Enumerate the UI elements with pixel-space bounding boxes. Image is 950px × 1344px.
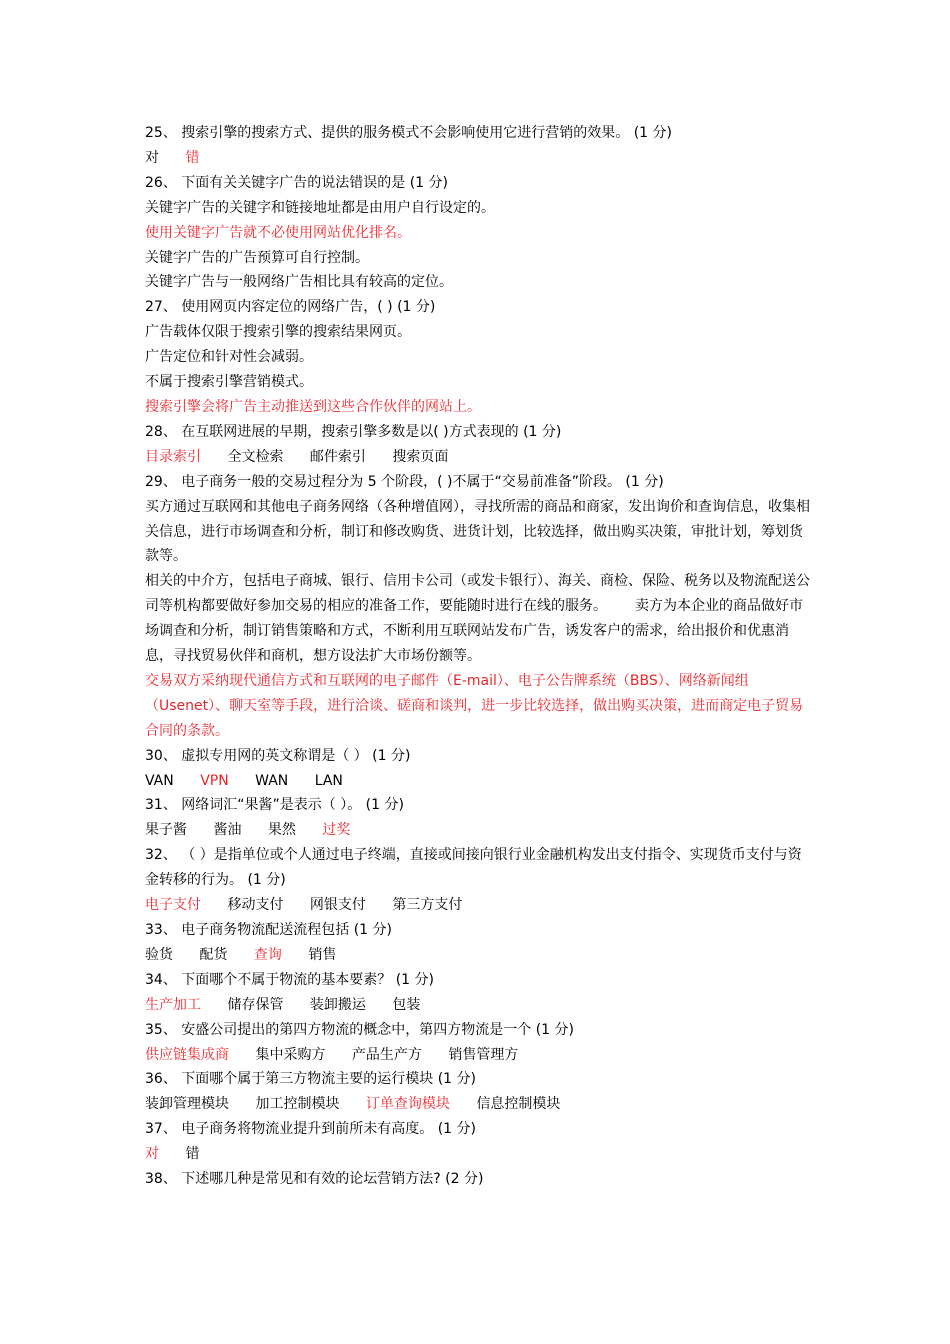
option: 装卸搬运	[309, 996, 366, 1013]
option: 关键字广告的广告预算可自行控制。	[145, 249, 369, 266]
answers-30	[145, 769, 810, 794]
option: 关键字广告的关键字和链接地址都是由用户自行设定的。	[145, 199, 495, 216]
option: 装卸管理模块	[145, 1096, 229, 1113]
option-correct: 对	[145, 1146, 159, 1163]
option: 酱油	[213, 822, 242, 839]
question-32: 32、 （ ）是指单位或个人通过电子终端，直接或间接向银行业金融机构发出支付指令、实现货币支付与资金转移的行为。 (1 分)	[145, 847, 802, 889]
option-correct: VPN	[200, 772, 229, 789]
option: 果子酱	[145, 822, 187, 839]
option-correct: 使用关键字广告就不必使用网站优化排名。	[145, 224, 411, 241]
option-correct: 订单查询模块	[365, 1096, 450, 1113]
answers-25	[145, 146, 810, 171]
option: 验货	[145, 946, 173, 963]
option: 加工控制模块	[255, 1096, 340, 1113]
question-34: 34、 下面哪个不属于物流的基本要素？ (1 分)	[145, 971, 434, 988]
option-text: 卖方为本企业的商品做好市场调查和分析，制订销售策略和方式，不断利用互联网站发布广告，诱发客户的需求，给出报价和优惠消息，寻找贸易伙伴和商机，想方设法扩大市场份额等。	[145, 598, 803, 665]
option-correct: 交易双方采纳现代通信方式和互联网的电子邮件（E-mail）、电子公告牌系统（BBS）、网络新闻组（Usenet）、聊天室等手段，进行洽谈、磋商和谈判，进一步比较选择，做出购买决策，进而商定电子贸易合同的条款。	[145, 672, 804, 739]
answers-37	[145, 1142, 810, 1167]
option-correct: 供应链集成商	[145, 1046, 229, 1063]
option: 错	[185, 1146, 200, 1163]
option: 配货	[199, 946, 228, 963]
answers-28	[145, 445, 810, 470]
question-28: 28、 在互联网进展的早期，搜索引擎多数是以( )方式表现的 (1 分)	[145, 423, 562, 440]
option: 果然	[267, 822, 296, 839]
option-correct: 电子支付	[145, 897, 201, 914]
option: 包装	[392, 996, 421, 1013]
quiz-document	[145, 121, 810, 1192]
answers-31	[145, 818, 810, 843]
answers-33	[145, 943, 810, 968]
question-35: 35、 安盛公司提出的第四方物流的概念中，第四方物流是一个 (1 分)	[145, 1021, 574, 1038]
option: 对	[145, 149, 159, 166]
option-correct: 目录索引	[145, 448, 201, 465]
option-correct: 错	[185, 149, 200, 166]
option: 集中采购方	[255, 1046, 326, 1063]
option: 不属于搜索引擎营销模式。	[145, 374, 313, 391]
question-30: 30、 虚拟专用网的英文称谓是（ ） (1 分)	[145, 747, 411, 764]
question-31: 31、 网络词汇“果酱”是表示（ ）。 (1 分)	[145, 797, 404, 814]
option: 邮件索引	[309, 448, 366, 465]
option-correct: 搜索引擎会将广告主动推送到这些合作伙伴的网站上。	[145, 398, 481, 415]
question-38: 38、 下述哪几种是常见和有效的论坛营销方法? (2 分)	[145, 1171, 484, 1188]
question-37: 37、 电子商务将物流业提升到前所未有高度。 (1 分)	[145, 1121, 476, 1138]
option: 移动支付	[227, 897, 284, 914]
question-27: 27、 使用网页内容定位的网络广告，( ) (1 分)	[145, 299, 436, 316]
question-33: 33、 电子商务物流配送流程包括 (1 分)	[145, 922, 392, 938]
question-36: 36、 下面哪个属于第三方物流主要的运行模块 (1 分)	[145, 1071, 476, 1088]
option: 销售	[308, 946, 337, 963]
answers-35	[145, 1043, 810, 1068]
option-correct: 查询	[253, 946, 282, 963]
option: 产品生产方	[351, 1046, 422, 1063]
option: 搜索页面	[392, 448, 449, 465]
option: 第三方支付	[392, 897, 463, 914]
option-correct: 过奖	[322, 822, 351, 839]
option: 广告定位和针对性会减弱。	[145, 349, 313, 366]
question-25: 25、 搜索引擎的搜索方式、提供的服务模式不会影响使用它进行营销的效果。 (1 分)	[145, 125, 672, 141]
answers-34	[145, 993, 810, 1018]
option: 广告载体仅限于搜索引擎的搜索结果网页。	[145, 324, 411, 341]
option: 买方通过互联网和其他电子商务网络（各种增值网），寻找所需的商品和商家，发出询价和查询信息，收集相关信息，进行市场调查和分析，制订和修改购货、进货计划，比较选择，做出购买决策，审批计划，筹划货款等。	[145, 498, 810, 565]
option: 全文检索	[227, 448, 284, 465]
question-29: 29、 电子商务一般的交易过程分为 5 个阶段，( )不属于“交易前准备”阶段。 (1 分)	[145, 473, 664, 490]
option: 网银支付	[309, 897, 366, 914]
option	[145, 569, 810, 669]
option: 销售管理方	[448, 1046, 519, 1063]
question-26: 26、 下面有关关键字广告的说法错误的是 (1 分)	[145, 174, 448, 191]
option: WAN	[255, 772, 289, 789]
answers-36	[145, 1092, 810, 1117]
option: 信息控制模块	[476, 1096, 561, 1113]
option: 关键字广告与一般网络广告相比具有较高的定位。	[145, 274, 453, 291]
answers-32	[145, 893, 810, 918]
option: 储存保管	[227, 996, 284, 1013]
option-text: 相关的中介方，包括电子商城、银行、信用卡公司（或发卡银行）、海关、商检、保险、税务以及物流配送公司等机构都要做好参加交易的相应的准备工作，要能随时进行在线的服务。	[145, 573, 810, 615]
option-correct: 生产加工	[145, 996, 201, 1013]
option: LAN	[314, 772, 343, 789]
option: VAN	[145, 772, 174, 789]
